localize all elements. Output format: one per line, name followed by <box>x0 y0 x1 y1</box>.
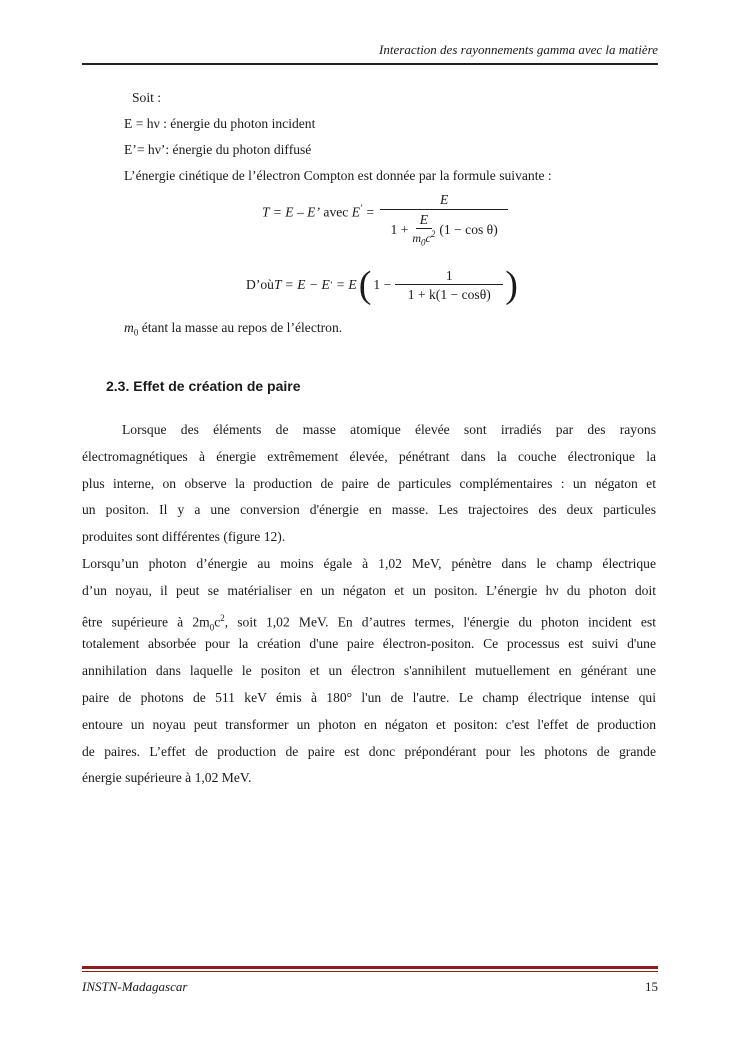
formula2-one-minus: 1 − <box>373 277 392 292</box>
formula1-avec: avec <box>323 204 349 220</box>
formula1-one-plus: 1 + <box>390 221 409 237</box>
left-paren: ( <box>358 264 372 306</box>
paragraph-2-line: de paires. L’effet de production de paire est donc prépondérant pour les photons de grande <box>82 743 656 759</box>
section-heading: 2.3. Effet de création de paire <box>106 378 301 394</box>
formula1-denominator <box>391 212 498 247</box>
paragraph-1-line: plus interne, on observe la production de paire de particules complémentaires : un négaton et <box>82 475 656 491</box>
paragraph-2-line: Lorsqu’un photon d’énergie au moins égale à 1,02 MeV, pénètre dans le champ électrique <box>82 556 656 571</box>
paragraph-1 <box>82 417 656 551</box>
page-number: 15 <box>645 979 658 994</box>
footer-rule-thin <box>82 971 658 972</box>
kinetic-energy-formula: D’où T = E − E ’ = E ( 1 − $\frac{1}{1 + k(1 - \cos\theta)}$ ) <box>246 264 518 306</box>
paragraph-2 <box>82 551 656 792</box>
formula2-dou: D’où <box>246 277 274 292</box>
compton-sentence: L’énergie cinétique de l’électron Compton est donnée par la formule suivante : <box>124 168 552 183</box>
formula1-numerator: E <box>380 192 508 210</box>
formula1-eq: = <box>366 204 375 220</box>
formula2-lhs: T = E − E <box>273 277 330 292</box>
formula1-inner-den: $m_0c^2$ <box>412 229 436 248</box>
formula1-fraction <box>380 192 508 247</box>
definition-E: E = hν : énergie du photon incident <box>124 116 316 131</box>
formula1-inner-num: E <box>416 212 432 229</box>
paragraph-1-line: produites sont différentes (figure 12). <box>82 529 286 545</box>
paragraph-1-line: un positon. Il y a une conversion d'énergie en masse. Les trajectoires des deux particules <box>82 502 656 518</box>
paragraph-2-line: d’un noyau, il peut se matérialiser en un négaton et un positon. L’énergie hν du photon doit <box>82 582 656 598</box>
formula2-denominator: 1 + k(1 − cosθ) <box>407 286 491 302</box>
paragraph-2-line: totalement absorbée pour la création d'une paire électron-positon. Ce processus est suivi d'une <box>82 636 656 652</box>
paragraph-1-line: électromagnétiques à énergie extrêmement élevée, pénétrant dans la couche électronique la <box>82 448 656 464</box>
paragraph-2-line: être supérieure à $2m_0c^2$, soit 1,02 MeV. En d’autres termes, l'énergie du photon incident est <box>82 612 657 632</box>
paragraph-2-line: paire de photons de 511 keV émis à 180° l'un de l'autre. Le champ électrique intense qui <box>82 689 656 705</box>
header-rule <box>82 63 658 65</box>
running-header: Interaction des rayonnements gamma avec la matière <box>379 42 658 57</box>
paragraph-2-line: annihilation dans laquelle le positon et un électron s'annihilent mutuellement en générant une <box>82 663 656 679</box>
formula2-eq-e: = E <box>335 277 357 292</box>
rest-mass-note: $m_0$ étant la masse au repos de l’électron. <box>124 320 343 338</box>
formula2-numerator: 1 <box>395 268 503 285</box>
formula1-inner-fraction <box>412 212 435 247</box>
formula2-fraction <box>395 268 503 303</box>
paragraph-1-line: Lorsque des éléments de masse atomique élevée sont irradiés par des rayons <box>122 422 656 437</box>
formula1-factor: (1 − cos θ) <box>439 221 498 237</box>
paragraph-2-line: énergie supérieure à 1,02 MeV. <box>82 770 252 786</box>
soit-label: Soit : <box>132 90 162 105</box>
paragraph-2-line: entoure un noyau peut transformer un photon en négaton et positon: c'est l'effet de production <box>82 716 656 732</box>
footer-institution: INSTN-Madagascar <box>82 979 188 994</box>
compton-formula: T = E – E’ avec E’ = E 1 + $\frac{E}{m_0c^2}$ (1 − cos θ) <box>262 190 508 250</box>
right-paren: ) <box>505 264 518 306</box>
definition-E-prime: E’= hν’: énergie du photon diffusé <box>124 142 312 157</box>
formula1-e-prime: E <box>351 204 361 220</box>
formula1-lhs: T = E – E’ <box>262 204 321 220</box>
footer-rule-thick <box>82 966 658 969</box>
